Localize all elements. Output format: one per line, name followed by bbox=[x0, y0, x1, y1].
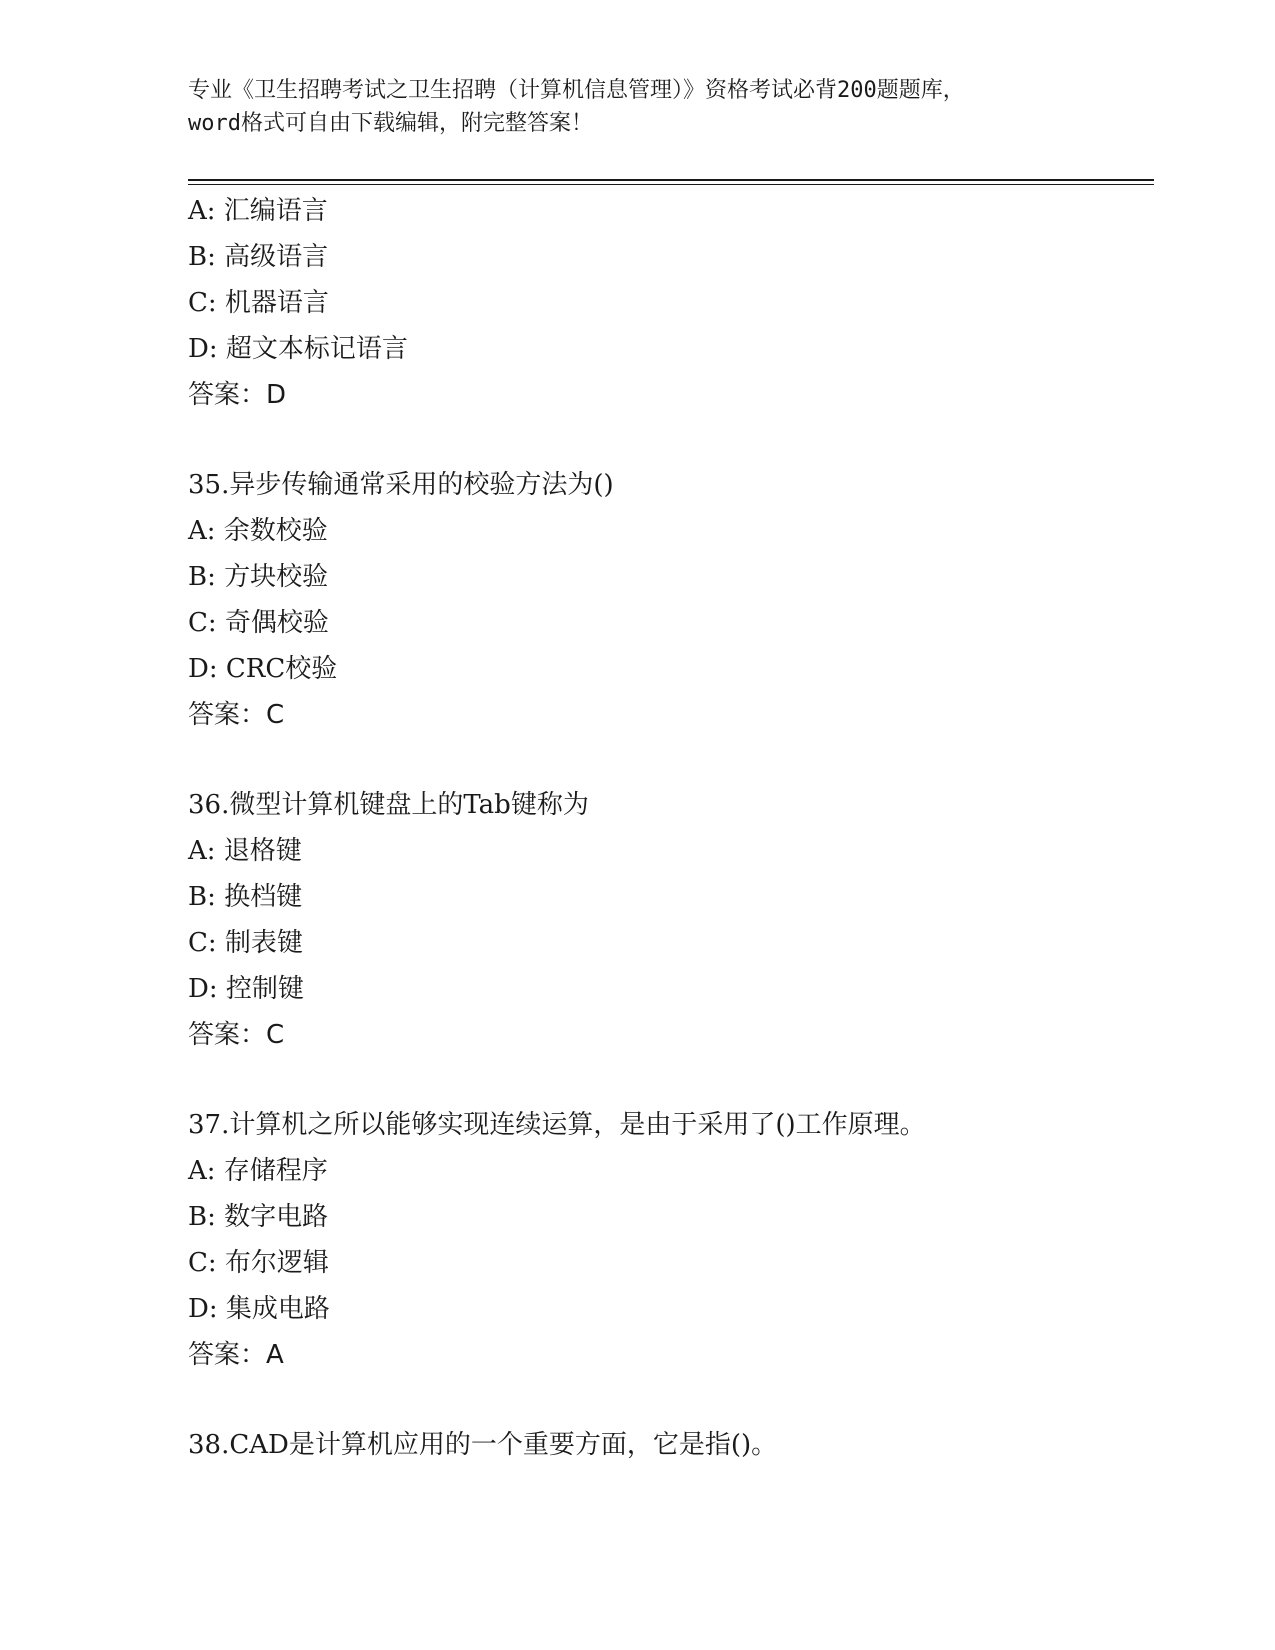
question-text: 38.CAD是计算机应用的一个重要方面，它是指()。 bbox=[188, 1430, 778, 1460]
question-text: 35.异步传输通常采用的校验方法为() bbox=[188, 470, 614, 500]
option-b: B: 数字电路 bbox=[188, 1202, 329, 1232]
option-b: B: 换档键 bbox=[188, 882, 303, 912]
option-a: A: 汇编语言 bbox=[188, 196, 328, 226]
option-a: A: 退格键 bbox=[188, 836, 302, 866]
question-block bbox=[188, 782, 1154, 1058]
option-c: C: 奇偶校验 bbox=[188, 608, 329, 638]
option-d: D: 控制键 bbox=[188, 974, 304, 1004]
option-b: B: 方块校验 bbox=[188, 562, 329, 592]
option-b: B: 高级语言 bbox=[188, 242, 329, 272]
question-block bbox=[188, 188, 1154, 418]
option-a: A: 余数校验 bbox=[188, 516, 328, 546]
option-c: C: 布尔逻辑 bbox=[188, 1248, 329, 1278]
question-block bbox=[188, 462, 1154, 738]
answer: 答案：A bbox=[188, 1340, 284, 1370]
question-text: 36.微型计算机键盘上的Tab键称为 bbox=[188, 790, 589, 820]
option-c: C: 制表键 bbox=[188, 928, 303, 958]
option-a: A: 存储程序 bbox=[188, 1156, 328, 1186]
option-c: C: 机器语言 bbox=[188, 288, 329, 318]
header-divider bbox=[188, 179, 1154, 185]
header-line-1: 专业《卫生招聘考试之卫生招聘（计算机信息管理）》资格考试必背200题题库， bbox=[188, 78, 965, 103]
page-header bbox=[188, 74, 1088, 140]
answer: 答案：C bbox=[188, 1020, 285, 1050]
answer: 答案：C bbox=[188, 700, 285, 730]
option-d: D: 超文本标记语言 bbox=[188, 334, 408, 364]
answer: 答案：D bbox=[188, 380, 287, 410]
header-line-2: word格式可自由下载编辑，附完整答案！ bbox=[188, 111, 593, 136]
option-d: D: 集成电路 bbox=[188, 1294, 330, 1324]
option-d: D: CRC校验 bbox=[188, 654, 338, 684]
question-block bbox=[188, 1102, 1154, 1378]
question-text: 37.计算机之所以能够实现连续运算，是由于采用了()工作原理。 bbox=[188, 1110, 926, 1140]
question-block bbox=[188, 1422, 1154, 1468]
question-list bbox=[188, 188, 1154, 1468]
